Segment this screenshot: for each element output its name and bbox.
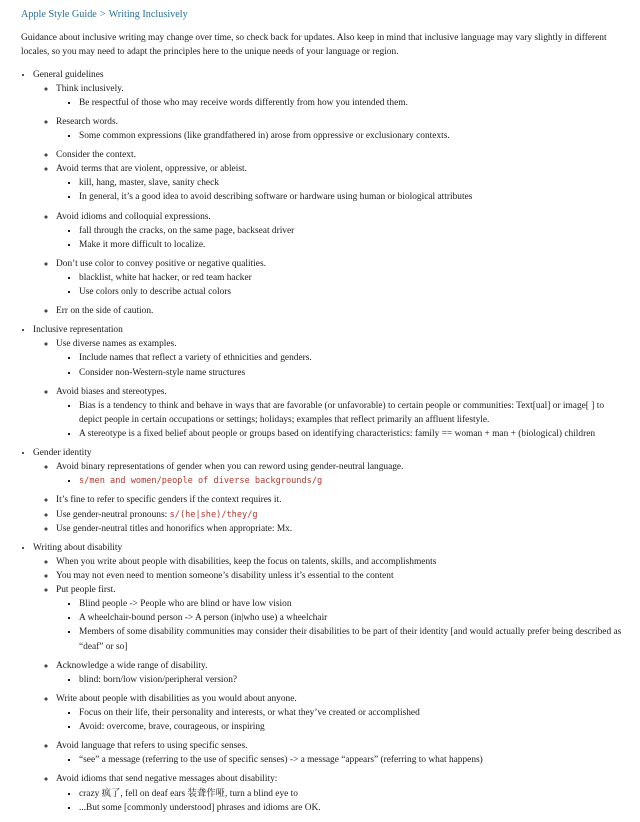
breadcrumb-separator: > [99,9,106,20]
outline-text: blacklist, white hat hacker, or red team hacker [79,272,252,283]
outline-item [56,257,624,299]
outline-text: Be respectful of those who may receive words differently from how you intended them. [79,97,408,108]
outline-item [79,224,624,238]
outline-item [79,190,624,204]
outline-item [79,285,624,299]
outline-text: Use gender-neutral pronouns: [56,509,170,520]
outline-item [79,787,624,801]
outline-list-level-3 [56,706,624,734]
outline-item [56,522,624,536]
outline-item [33,446,624,536]
outline-item [56,304,624,318]
outline-text: Err on the side of caution. [56,306,154,317]
outline-text: Include names that reflect a variety of ethnicities and genders. [79,353,312,364]
outline-list-level-1 [21,68,624,815]
outline-text: Avoid terms that are violent, oppressive, or ableist. [56,164,247,175]
outline-text: Focus on their life, their personality and interests, or what they’ve created or accomplished [79,708,420,718]
outline-item [56,82,624,110]
inline-code: s/(he|she)/they/g [169,509,258,520]
outline-item [79,96,624,110]
outline-item [56,115,624,143]
outline-list-level-3 [56,176,624,204]
outline [21,68,624,815]
outline-text: Avoid biases and stereotypes. [56,386,167,397]
outline-list-level-3 [56,129,624,143]
outline-item [79,351,624,365]
outline-item [33,68,624,319]
outline-text: Avoid language that refers to using specific senses. [56,741,248,752]
outline-text: Gender identity [33,448,92,459]
outline-text: Use diverse names as examples. [56,339,177,350]
outline-item [79,597,624,611]
outline-list-level-2 [33,82,624,319]
outline-item [79,720,624,734]
outline-item [79,673,624,687]
outline-item [56,148,624,162]
outline-text: A wheelchair-bound person -> A person (in|who use) a wheelchair [79,613,328,624]
outline-text: Write about people with disabilities as you would about anyone. [56,693,297,704]
outline-item [79,625,624,653]
outline-text: Avoid idioms that send negative messages about disability: [56,774,278,785]
inline-code: s/men and women/people of diverse backgrounds/g [79,476,323,487]
outline-text: Research words. [56,116,118,127]
outline-item [56,569,624,583]
outline-item [56,162,624,204]
outline-text: fall through the cracks, on the same page, backseat driver [79,225,295,236]
outline-item [79,706,624,720]
outline-text: In general, it’s a good idea to avoid describing software or hardware using human or biological attributes [79,192,473,203]
intro-paragraph: Guidance about inclusive writing may change over time, so check back for updates. Also keep in mind that inclusive language may vary slightly in different locales, so you may need to adapt the principles here to the unique needs of your language or region. [21,33,607,58]
outline-item [56,659,624,687]
outline-item [79,474,624,488]
outline-text: Inclusive representation [33,325,123,336]
outline-text: ...But some [commonly understood] phrases and idioms are OK. [79,802,321,813]
outline-item [56,337,624,379]
outline-list-level-3 [56,753,624,767]
outline-text: Put people first. [56,585,116,596]
outline-text: Writing about disability [33,542,123,553]
outline-item [79,366,624,380]
outline-text: Consider non-Western-style name structures [79,367,246,378]
breadcrumb [21,7,624,22]
outline-item [56,508,624,522]
outline-text: Members of some disability communities may consider their disabilities to be part of their identity [and would actually prefer being described as “deaf” or so] [79,627,622,652]
outline-list-level-3 [56,351,624,379]
outline-text: Think inclusively. [56,83,124,94]
outline-item [79,611,624,625]
breadcrumb-link-apple-style-guide[interactable]: Apple Style Guide [21,9,97,20]
outline-item [79,753,624,767]
outline-list-level-3 [56,787,624,815]
outline-text: Use gender-neutral titles and honorifics when appropriate: Mx. [56,523,293,534]
outline-item [56,210,624,252]
outline-list-level-3 [56,673,624,687]
outline-item [79,399,624,427]
outline-item [79,801,624,815]
outline-text: Consider the context. [56,150,136,161]
outline-text: It’s fine to refer to specific genders if the context requires it. [56,495,282,506]
outline-list-level-3 [56,271,624,299]
outline-list-level-2 [33,555,624,815]
outline-list-level-2 [33,460,624,536]
outline-item [79,129,624,143]
outline-item [56,772,624,814]
outline-text: Bias is a tendency to think and behave in ways that are favorable (or unfavorable) to certain people or communities: Text[ual] or image[ ] to depict people in certain occupations or settings; holidays; examples that reflect primarily an affluent lifestyle. [79,400,605,425]
outline-item [56,555,624,569]
outline-text: A stereotype is a fixed belief about people or groups based on identifying characteristics: family == woman + man + (biological) children [79,429,596,440]
outline-text: Acknowledge a wide range of disability. [56,660,208,671]
outline-text: Some common expressions (like grandfathered in) arose from oppressive or exclusionary contexts. [79,130,450,141]
breadcrumb-link-writing-inclusively[interactable]: Writing Inclusively [108,9,188,20]
outline-text: Avoid: overcome, brave, courageous, or inspiring [79,722,265,733]
outline-item [33,323,624,441]
outline-text: crazy 疯了, fell on deaf ears 装聋作哑, turn a blind eye to [79,788,298,799]
outline-list-level-3 [56,96,624,110]
outline-list-level-3 [56,399,624,441]
outline-item [79,271,624,285]
outline-item [79,238,624,252]
outline-item [56,385,624,441]
outline-text: Make it more difficult to localize. [79,239,206,250]
outline-list-level-2 [33,337,624,441]
outline-list-level-3 [56,474,624,488]
outline-text: Blind people -> People who are blind or have low vision [79,599,292,610]
outline-text: Don’t use color to convey positive or negative qualities. [56,258,266,269]
outline-text: Avoid idioms and colloquial expressions. [56,211,211,222]
outline-text: Avoid binary representations of gender when you can reword using gender-neutral language. [56,462,404,473]
outline-list-level-3 [56,224,624,252]
outline-item [56,583,624,654]
outline-text: kill, hang, master, slave, sanity check [79,178,219,189]
outline-text: When you write about people with disabilities, keep the focus on talents, skills, and accomplishments [56,556,437,567]
outline-text: You may not even need to mention someone’s disability unless it’s essential to the content [56,571,394,582]
outline-list-level-3 [56,597,624,653]
outline-item [56,493,624,507]
outline-item [56,460,624,488]
outline-item [33,541,624,815]
outline-item [56,692,624,734]
outline-item [56,739,624,767]
outline-text: General guidelines [33,69,104,80]
outline-text: Use colors only to describe actual colors [79,287,232,298]
outline-item [79,427,624,441]
outline-text: “see” a message (referring to the use of specific senses) -> a message “appears” (referring to what happens) [79,755,483,766]
outline-text: blind: born/low vision/peripheral version? [79,674,238,685]
outline-item [79,176,624,190]
